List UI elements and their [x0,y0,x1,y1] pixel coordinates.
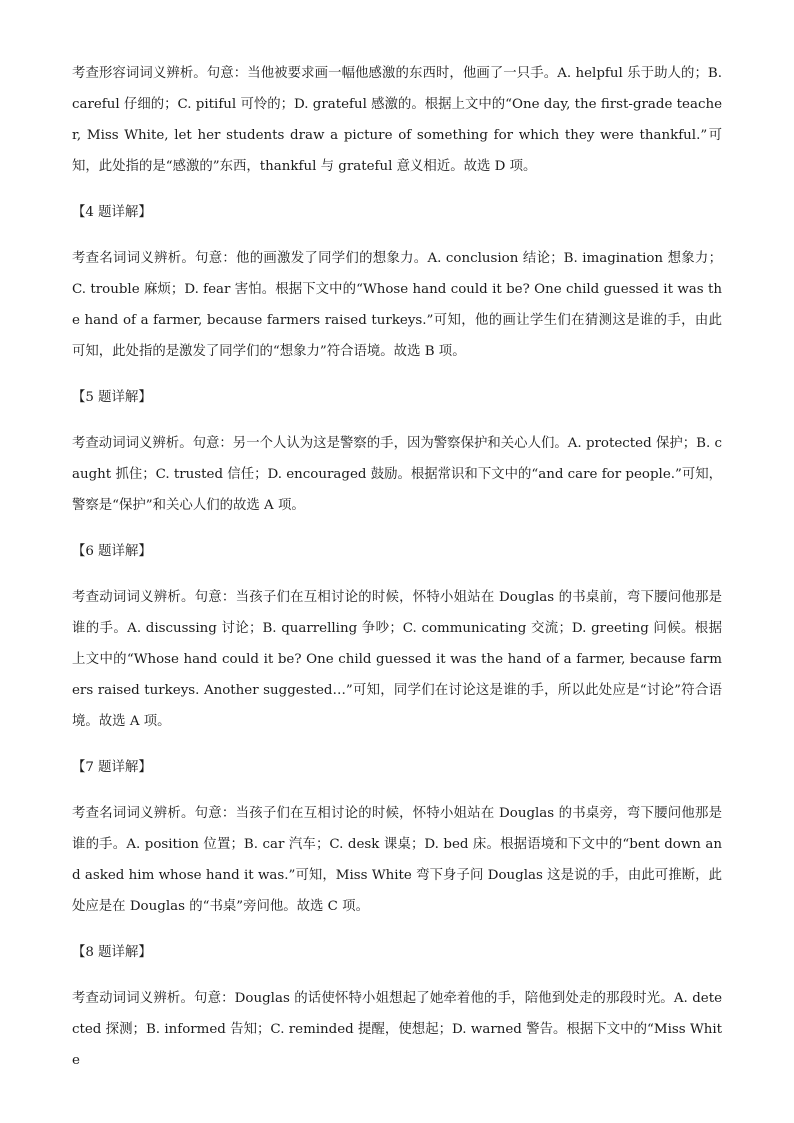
paragraph-q4-explanation: 考查名词词义辨析。句意：他的画激发了同学们的想象力。A. conclusion 结论；B. imagination 想象力；C. trouble 麻烦；D. fear 害怕。根据下文中的“Whose hand could it be? One child guessed it was the hand of a farmer, because farmers raised turkeys.”可知，他的画让学生们在猜测这是谁的手，由此可知，此处指的是激发了同学们的“想象力”符合语境。故选 B 项。 [72,251,722,359]
document-page [72,58,722,1076]
heading-q6: 【6 题详解】 [72,544,152,559]
paragraph-q6-explanation: 考查动词词义辨析。句意：当孩子们在互相讨论的时候，怀特小姐站在 Douglas 的书桌前，弯下腰问他那是谁的手。A. discussing 讨论；B. quarrelling 争吵；C. communicating 交流；D. greeting 问候。根据上文中的“Whose hand could it be? One child guessed it was the hand of a farmer, because farmers raised turkeys. Another suggested…”可知，同学们在讨论这是谁的手，所以此处应是“讨论”符合语境。故选 A 项。 [72,590,722,729]
heading-q4: 【4 题详解】 [72,205,152,220]
heading-q8: 【8 题详解】 [72,945,152,960]
heading-q7: 【7 题详解】 [72,760,152,775]
paragraph-q3-explanation: 考查形容词词义辨析。句意：当他被要求画一幅他感激的东西时，他画了一只手。A. helpful 乐于助人的；B. careful 仔细的；C. pitiful 可怜的；D. grateful 感激的。根据上文中的“One day, the first-grade teacher, Miss White, let her students draw a picture of something for which they were thankful.”可知，此处指的是“感激的”东西，thankful 与 grateful 意义相近。故选 D 项。 [72,66,722,174]
paragraph-q5-explanation: 考查动词词义辨析。句意：另一个人认为这是警察的手，因为警察保护和关心人们。A. protected 保护；B. caught 抓住；C. trusted 信任；D. encouraged 鼓励。根据常识和下文中的“and care for people.”可知，警察是“保护”和关心人们的故选 A 项。 [72,436,723,513]
paragraph-q8-explanation: 考查动词词义辨析。句意：Douglas 的话使怀特小姐想起了她牵着他的手，陪他到处走的那段时光。A. detected 探测；B. informed 告知；C. reminded 提醒，使想起；D. warned 警告。根据下文中的“Miss White [72,991,722,1068]
heading-q5: 【5 题详解】 [72,390,152,405]
paragraph-q7-explanation: 考查名词词义辨析。句意：当孩子们在互相讨论的时候，怀特小姐站在 Douglas 的书桌旁，弯下腰问他那是谁的手。A. position 位置；B. car 汽车；C. desk 课桌；D. bed 床。根据语境和下文中的“bent down and asked him whose hand it was.”可知，Miss White 弯下身子问 Douglas 这是说的手，由此可推断，此处应是在 Douglas 的“书桌”旁问他。故选 C 项。 [72,806,722,914]
